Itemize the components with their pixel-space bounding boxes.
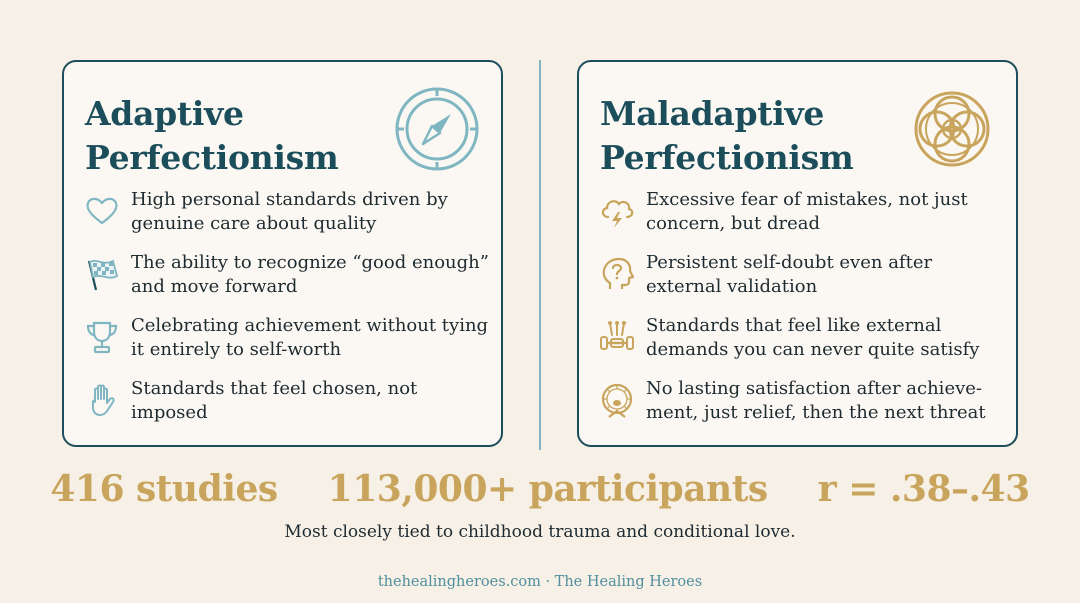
raised-hand-icon: [83, 381, 121, 419]
list-item: [83, 251, 493, 314]
stat-correlation: r = .38–.43: [817, 468, 1030, 510]
list-item-text: Celebrating achievement without tying it entirely to self-worth: [131, 315, 489, 360]
list-item-text: High personal standards driven by genuine care about quality: [131, 189, 448, 234]
stats-row: [0, 468, 1080, 510]
list-item: [598, 377, 1008, 440]
list-item-text: The ability to recognize “good enough” and move forward: [131, 252, 489, 297]
maladaptive-title-line1: Maladaptive: [600, 94, 825, 133]
list-item-text: Excessive fear of mistakes, not just concern, but dread: [646, 189, 968, 234]
head-question-icon: [598, 255, 636, 293]
list-item: [598, 251, 1008, 314]
list-item-text: Persistent self-doubt even after external validation: [646, 252, 933, 297]
maladaptive-card: [577, 60, 1018, 447]
heart-icon: [83, 192, 121, 230]
maladaptive-title-line2: Perfectionism: [600, 138, 854, 177]
compass-icon: [394, 86, 480, 172]
center-divider: [539, 60, 541, 450]
list-item: [83, 314, 493, 377]
trophy-icon: [83, 318, 121, 356]
adaptive-card: [62, 60, 503, 447]
list-item-text: Standards that feel like external demands you can never quite satisfy: [646, 315, 980, 360]
list-item-text: Standards that feel chosen, not imposed: [131, 378, 418, 423]
adaptive-title-line2: Perfectionism: [85, 138, 339, 177]
adaptive-title-line1: Adaptive: [85, 94, 244, 133]
hamster-wheel-icon: [598, 381, 636, 419]
list-item: [598, 188, 1008, 251]
maladaptive-title: [600, 92, 854, 180]
caption: Most closely tied to childhood trauma and conditional love.: [284, 522, 796, 542]
adaptive-list: [83, 188, 493, 440]
tug-of-war-icon: [598, 318, 636, 356]
list-item-text: No lasting satisfaction after achieve-ment, just relief, then the next threat: [646, 378, 986, 423]
storm-cloud-icon: [598, 192, 636, 230]
list-item: [83, 188, 493, 251]
list-item: [598, 314, 1008, 377]
checkered-flag-icon: [83, 255, 121, 293]
stat-participants: 113,000+ participants: [327, 468, 768, 510]
stat-studies: 416 studies: [50, 468, 278, 510]
tangled-knot-icon: [909, 86, 995, 172]
adaptive-title: [85, 92, 339, 180]
list-item: [83, 377, 493, 440]
maladaptive-list: [598, 188, 1008, 440]
footer-credit: thehealingheroes.com · The Healing Heroes: [377, 574, 703, 590]
